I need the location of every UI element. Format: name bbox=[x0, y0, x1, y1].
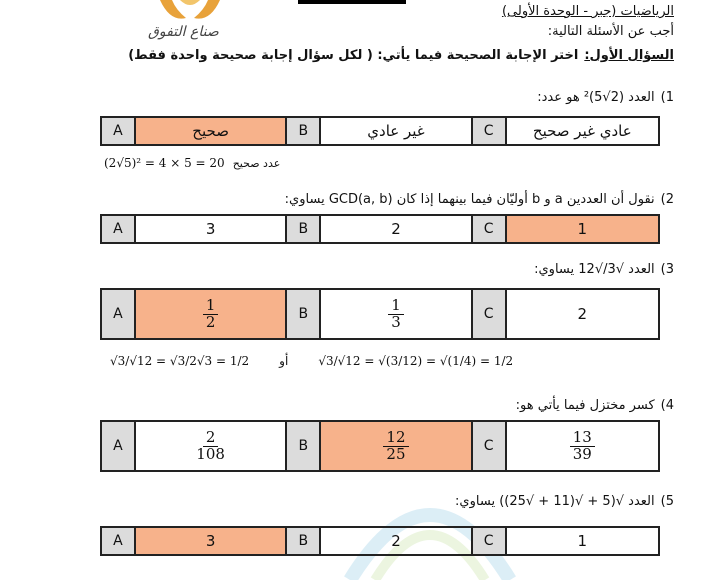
explanation-left: √3/√12 = √3/2√3 = 1/2 bbox=[110, 354, 250, 368]
question-2-number: 2) bbox=[660, 192, 674, 207]
question-1-number: 1) bbox=[660, 90, 674, 105]
option-a-answer[interactable] bbox=[136, 422, 287, 470]
instruction-text: أجب عن الأسئلة التالية: bbox=[547, 24, 674, 39]
question-3-text: العدد √3/√12 يساوي: bbox=[534, 262, 655, 277]
question-4-options bbox=[100, 420, 660, 472]
question-1-text: العدد (2√5)² هو عدد: bbox=[537, 90, 655, 105]
option-a-letter[interactable]: A bbox=[102, 216, 136, 242]
fraction bbox=[203, 295, 219, 331]
option-b-letter[interactable]: B bbox=[287, 216, 321, 242]
question-2 bbox=[285, 192, 674, 207]
fraction bbox=[388, 295, 404, 331]
option-a-letter[interactable]: A bbox=[102, 118, 136, 144]
brand-logo-icon bbox=[150, 0, 230, 24]
explanation-label: عدد صحيح bbox=[232, 156, 281, 170]
question-3 bbox=[534, 262, 674, 277]
numerator: 1 bbox=[388, 298, 404, 315]
question-heading bbox=[128, 48, 674, 63]
question-instructions: اختر الإجابة الصحيحة فيما يأتي: ( لكل سؤال إجابة صحيحة واحدة فقط) bbox=[128, 48, 579, 63]
subject-title: الرياضيات (جبر - الوحدة الأولى) bbox=[501, 4, 674, 19]
denominator: 39 bbox=[572, 444, 592, 463]
question-1-explanation bbox=[104, 156, 280, 170]
option-b-letter[interactable]: B bbox=[287, 118, 321, 144]
option-a-letter[interactable]: A bbox=[102, 422, 136, 470]
question-1 bbox=[537, 90, 674, 105]
option-c-answer[interactable]: 2 bbox=[577, 305, 588, 323]
option-b-letter[interactable]: B bbox=[287, 528, 321, 554]
question-4 bbox=[516, 398, 674, 413]
numerator: 12 bbox=[383, 430, 408, 447]
option-b-answer[interactable]: 2 bbox=[321, 528, 472, 554]
denominator: 25 bbox=[386, 444, 406, 463]
option-c-letter[interactable]: C bbox=[473, 118, 507, 144]
option-c-letter[interactable]: C bbox=[473, 290, 507, 338]
option-c-letter[interactable]: C bbox=[473, 216, 507, 242]
option-a-answer[interactable]: 3 bbox=[136, 528, 287, 554]
option-b-answer[interactable] bbox=[321, 290, 472, 338]
option-c-answer[interactable] bbox=[507, 422, 658, 470]
denominator: 2 bbox=[205, 312, 216, 331]
option-c-letter[interactable]: C bbox=[473, 528, 507, 554]
option-c-letter[interactable]: C bbox=[473, 422, 507, 470]
question-5-text: العدد √(5 + √(11 + √25)) يساوي: bbox=[455, 494, 655, 509]
explanation-or: أو bbox=[279, 354, 289, 368]
question-2-options bbox=[100, 214, 660, 244]
question-3-options bbox=[100, 288, 660, 340]
option-b-answer[interactable]: 2 bbox=[321, 216, 472, 242]
option-c-answer[interactable]: 1 bbox=[577, 532, 588, 550]
fraction bbox=[193, 427, 228, 463]
option-b-answer[interactable]: غير عادي bbox=[321, 118, 472, 144]
question-5-number: 5) bbox=[660, 494, 674, 509]
question-3-explanation bbox=[110, 354, 513, 368]
question-2-text: نقول أن العددين a و b أوليّان فيما بينهما إذا كان GCD(a, b) يساوي: bbox=[284, 192, 655, 207]
option-a-letter[interactable]: A bbox=[102, 290, 136, 338]
option-b-answer[interactable] bbox=[321, 422, 472, 470]
option-a-answer[interactable]: 3 bbox=[136, 216, 287, 242]
denominator: 3 bbox=[391, 312, 401, 331]
option-b-letter[interactable]: B bbox=[287, 290, 321, 338]
numerator: 1 bbox=[203, 298, 219, 315]
option-a-letter[interactable]: A bbox=[102, 528, 136, 554]
brand-name: صناع التفوق bbox=[148, 24, 219, 40]
top-divider bbox=[298, 0, 406, 4]
option-a-answer[interactable]: صحيح bbox=[136, 118, 287, 144]
question-4-number: 4) bbox=[660, 398, 674, 413]
question-5-options bbox=[100, 526, 660, 556]
numerator: 2 bbox=[203, 430, 219, 447]
question-title: السؤال الأول: bbox=[584, 48, 674, 63]
numerator: 13 bbox=[570, 430, 595, 447]
explanation-right: √3/√12 = √(3/12) = √(1/4) = 1/2 bbox=[318, 354, 514, 368]
question-3-number: 3) bbox=[660, 262, 674, 277]
option-c-answer[interactable]: 1 bbox=[507, 216, 658, 242]
denominator: 108 bbox=[196, 444, 225, 463]
fraction bbox=[383, 427, 408, 463]
option-a-answer[interactable] bbox=[136, 290, 287, 338]
question-1-options bbox=[100, 116, 660, 146]
option-b-letter[interactable]: B bbox=[287, 422, 321, 470]
explanation-equation: (2√5)² = 4 × 5 = 20 bbox=[104, 156, 225, 170]
question-5 bbox=[455, 494, 674, 509]
option-c-answer[interactable]: عادي غير صحيح bbox=[532, 122, 632, 140]
fraction bbox=[570, 427, 595, 463]
question-4-text: كسر مختزل فيما يأتي هو: bbox=[515, 398, 655, 413]
